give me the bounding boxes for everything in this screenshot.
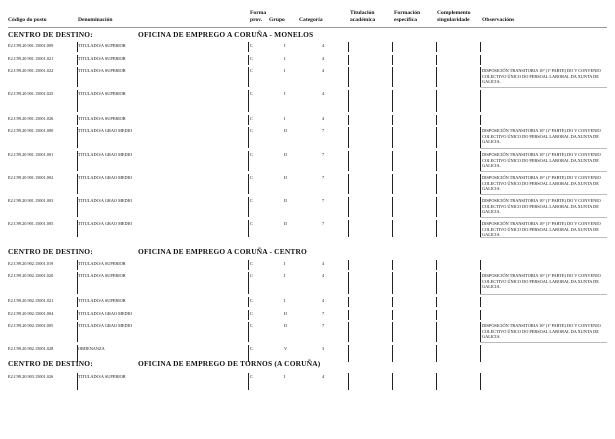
cell-rule	[480, 260, 481, 270]
provision-form: C	[250, 91, 253, 96]
group: I	[284, 273, 286, 278]
observation: DISPOSICIÓN TRANSITORIA 10ª (1ª PARTE) DO V CONVENIO COLECTIVO ÚNICO DO PERSOAL LABORAL DA XUNTA DE GALICIA.	[482, 221, 601, 237]
cell-rule	[392, 55, 393, 65]
category: 4	[322, 116, 325, 121]
cell-rule	[436, 260, 437, 270]
cell-rule	[480, 90, 481, 112]
cell-rule	[392, 322, 393, 342]
denomination: TITULADO/A SUPERIOR	[78, 56, 126, 61]
cell-rule	[436, 55, 437, 65]
cell-rule	[248, 197, 249, 217]
cell-rule	[480, 322, 481, 342]
cell-rule	[248, 115, 249, 125]
post-code: E2.C99.20.901.15001.003	[8, 198, 54, 203]
post-code: E2.C99.20.901.15001.009	[8, 43, 54, 48]
cell-rule	[348, 127, 349, 148]
cell-rule	[77, 310, 78, 320]
category: 7	[322, 221, 325, 226]
cell-rule	[77, 197, 78, 217]
cell-rule	[480, 272, 481, 294]
header-code: Código do posto	[8, 17, 47, 23]
cell-rule	[248, 42, 249, 52]
cell-rule	[77, 174, 78, 194]
category: 7	[322, 311, 325, 316]
cell-rule	[348, 67, 349, 87]
denomination: TITULADO/A SUPERIOR	[78, 68, 126, 73]
cell-rule	[248, 272, 249, 294]
cell-rule	[480, 115, 481, 125]
post-code: E2.C99.20.901.15001.002	[8, 175, 54, 180]
cell-rule	[436, 197, 437, 217]
cell-rule	[348, 42, 349, 52]
category: 7	[322, 175, 325, 180]
category: 4	[322, 91, 325, 96]
observation-rule	[480, 217, 607, 218]
cell-rule	[436, 90, 437, 112]
provision-form: C	[250, 298, 253, 303]
post-code: E2.C99.20.901.15001.025	[8, 91, 54, 96]
cell-rule	[348, 197, 349, 217]
cell-rule	[77, 67, 78, 87]
header-training: Formación específica	[394, 10, 421, 23]
denomination: TITULADO/A GRAO MEDIO	[78, 323, 133, 328]
cell-rule	[392, 90, 393, 112]
cell-rule	[480, 197, 481, 217]
observation-rule	[480, 148, 607, 149]
observation-rule	[480, 194, 607, 195]
cell-rule	[392, 310, 393, 320]
observation: DISPOSICIÓN TRANSITORIA 10ª (1ª PARTE) DO V CONVENIO COLECTIVO ÚNICO DO PERSOAL LABORAL DA XUNTA DE GALICIA.	[482, 273, 601, 289]
post-code: E2.C99.20.901.15001.000	[8, 128, 54, 133]
denomination: TITULADO/A SUPERIOR	[78, 374, 126, 379]
group: I	[284, 56, 286, 61]
cell-rule	[392, 272, 393, 294]
observation-rule	[480, 87, 607, 88]
post-code: E2.C99.20.902.15001.019	[8, 261, 54, 266]
denomination: TITULADO/A GRAO MEDIO	[78, 198, 133, 203]
denomination: TITULADO/A SUPERIOR	[78, 43, 126, 48]
post-code: E2.C99.20.901.15001.005	[8, 221, 54, 226]
observation: DISPOSICIÓN TRANSITORIA 10ª (1ª PARTE) DO V CONVENIO COLECTIVO ÚNICO DO PERSOAL LABORAL DA XUNTA DE GALICIA.	[482, 152, 601, 168]
cell-rule	[436, 310, 437, 320]
cell-rule	[392, 115, 393, 125]
observation: DISPOSICIÓN TRANSITORIA 10ª (1ª PARTE) DO V CONVENIO COLECTIVO ÚNICO DO PERSOAL LABORAL DA XUNTA DE GALICIA.	[482, 198, 601, 214]
cell-rule	[248, 90, 249, 112]
cell-rule	[436, 322, 437, 342]
provision-form: C	[250, 175, 253, 180]
cell-rule	[480, 373, 481, 390]
cell-rule	[248, 151, 249, 171]
observation-rule	[480, 294, 607, 295]
section-heading	[8, 247, 307, 256]
cell-rule	[348, 151, 349, 171]
observation-rule	[480, 237, 607, 238]
cell-rule	[77, 297, 78, 307]
post-code: E2.C99.20.902.15001.005	[8, 323, 54, 328]
provision-form: C	[250, 273, 253, 278]
category: 4	[322, 261, 325, 266]
cell-rule	[77, 127, 78, 148]
cell-rule	[348, 322, 349, 342]
cell-rule	[436, 127, 437, 148]
denomination: TITULADO/A GRAO MEDIO	[78, 152, 133, 157]
post-code: E2.C99.20.901.15001.022	[8, 68, 54, 73]
denomination: TITULADO/A SUPERIOR	[78, 273, 126, 278]
denomination: TITULADO/A GRAO MEDIO	[78, 175, 133, 180]
cell-rule	[392, 42, 393, 52]
category: 4	[322, 43, 325, 48]
provision-form: C	[250, 221, 253, 226]
denomination: TITULADO/A SUPERIOR	[78, 261, 126, 266]
post-code: E2.C99.20.902.15001.028	[8, 346, 54, 351]
section-heading	[8, 359, 321, 368]
post-code: E2.C99.20.902.15001.004	[8, 311, 54, 316]
group: II	[284, 128, 287, 133]
group: I	[284, 68, 286, 73]
cell-rule	[436, 345, 437, 362]
provision-form: C	[250, 198, 253, 203]
header-observations: Observacións	[482, 17, 515, 23]
header-complement: Complemento singularidade	[437, 10, 471, 23]
cell-rule	[436, 272, 437, 294]
cell-rule	[436, 220, 437, 237]
observation: DISPOSICIÓN TRANSITORIA 10ª (1ª PARTE) DO V CONVENIO COLECTIVO ÚNICO DO PERSOAL LABORAL DA XUNTA DE GALICIA.	[482, 323, 601, 339]
header-qualification: Titulación académica	[350, 10, 376, 23]
cell-rule	[77, 260, 78, 270]
cell-rule	[348, 174, 349, 194]
category: 4	[322, 374, 325, 379]
cell-rule	[248, 174, 249, 194]
cell-rule	[480, 310, 481, 320]
group: I	[284, 298, 286, 303]
cell-rule	[392, 67, 393, 87]
cell-rule	[480, 127, 481, 148]
cell-rule	[436, 297, 437, 307]
provision-form: C	[250, 152, 253, 157]
denomination: TITULADO/A GRAO MEDIO	[78, 311, 133, 316]
cell-rule	[77, 151, 78, 171]
cell-rule	[480, 55, 481, 65]
group: I	[284, 91, 286, 96]
provision-form: C	[250, 43, 253, 48]
cell-rule	[436, 42, 437, 52]
category: 7	[322, 323, 325, 328]
cell-rule	[77, 55, 78, 65]
cell-rule	[248, 67, 249, 87]
denomination: TITULADO/A GRAO MEDIO	[78, 128, 133, 133]
category: 7	[322, 198, 325, 203]
provision-form: C	[250, 68, 253, 73]
denomination: TITULADO/A SUPERIOR	[78, 91, 126, 96]
cell-rule	[392, 297, 393, 307]
provision-form: C	[250, 261, 253, 266]
cell-rule	[248, 127, 249, 148]
cell-rule	[248, 260, 249, 270]
cell-rule	[77, 115, 78, 125]
category: 4	[322, 298, 325, 303]
cell-rule	[392, 373, 393, 390]
cell-rule	[348, 260, 349, 270]
section-label: CENTRO DE DESTINO:	[8, 359, 93, 368]
denomination: ORDENANZA	[78, 346, 105, 351]
cell-rule	[248, 55, 249, 65]
post-code: E2.C99.20.901.15001.026	[8, 116, 54, 121]
post-code: E2.C99.20.903.15001.026	[8, 374, 54, 379]
group: I	[284, 374, 286, 379]
observation: DISPOSICIÓN TRANSITORIA 10ª (1ª PARTE) DO V CONVENIO COLECTIVO ÚNICO DO PERSOAL LABORAL DA XUNTA DE GALICIA.	[482, 128, 601, 144]
denomination: TITULADO/A SUPERIOR	[78, 116, 126, 121]
group: II	[284, 152, 287, 157]
observation-rule	[480, 171, 607, 172]
cell-rule	[77, 272, 78, 294]
section-label: CENTRO DE DESTINO:	[8, 247, 93, 256]
cell-rule	[392, 151, 393, 171]
post-code: E2.C99.20.902.15001.020	[8, 273, 54, 278]
cell-rule	[436, 151, 437, 171]
cell-rule	[77, 373, 78, 390]
group: II	[284, 175, 287, 180]
cell-rule	[248, 310, 249, 320]
cell-rule	[77, 90, 78, 112]
cell-rule	[480, 151, 481, 171]
cell-rule	[348, 90, 349, 112]
section-label: CENTRO DE DESTINO:	[8, 30, 93, 39]
provision-form: C	[250, 323, 253, 328]
cell-rule	[348, 115, 349, 125]
group: II	[284, 198, 287, 203]
post-code: E2.C99.20.901.15001.021	[8, 56, 54, 61]
provision-form: C	[250, 346, 253, 351]
cell-rule	[77, 220, 78, 237]
group: V	[284, 346, 288, 351]
cell-rule	[436, 373, 437, 390]
post-code: E2.C99.20.902.15001.021	[8, 298, 54, 303]
section-name: OFICINA DE EMPREGO DE TORNOS (A CORUÑA)	[138, 359, 321, 368]
cell-rule	[348, 373, 349, 390]
cell-rule	[248, 373, 249, 390]
group: II	[284, 323, 287, 328]
group: II	[284, 221, 287, 226]
cell-rule	[480, 297, 481, 307]
category: 7	[322, 152, 325, 157]
cell-rule	[392, 260, 393, 270]
cell-rule	[480, 42, 481, 52]
header-rule	[8, 27, 607, 28]
denomination: TITULADO/A SUPERIOR	[78, 298, 126, 303]
category: 4	[322, 56, 325, 61]
observation: DISPOSICIÓN TRANSITORIA 10ª (1ª PARTE) DO V CONVENIO COLECTIVO ÚNICO DO PERSOAL LABORAL DA XUNTA DE GALICIA.	[482, 68, 601, 84]
header-category: Categoría	[299, 17, 323, 23]
cell-rule	[248, 297, 249, 307]
cell-rule	[392, 197, 393, 217]
cell-rule	[248, 322, 249, 342]
category: 3	[322, 346, 325, 351]
cell-rule	[77, 42, 78, 52]
observation: DISPOSICIÓN TRANSITORIA 10ª (1ª PARTE) DO V CONVENIO COLECTIVO ÚNICO DO PERSOAL LABORAL DA XUNTA DE GALICIA.	[482, 175, 601, 191]
cell-rule	[392, 127, 393, 148]
post-code: E2.C99.20.901.15001.001	[8, 152, 54, 157]
cell-rule	[480, 220, 481, 237]
header-denomination: Denominación	[78, 17, 113, 23]
cell-rule	[392, 174, 393, 194]
cell-rule	[248, 220, 249, 237]
category: 4	[322, 273, 325, 278]
group: I	[284, 43, 286, 48]
provision-form: C	[250, 374, 253, 379]
cell-rule	[348, 272, 349, 294]
cell-rule	[348, 220, 349, 237]
cell-rule	[348, 297, 349, 307]
section-heading	[8, 30, 314, 39]
cell-rule	[392, 345, 393, 362]
cell-rule	[436, 67, 437, 87]
denomination: TITULADO/A GRAO MEDIO	[78, 221, 133, 226]
section-name: OFICINA DE EMPREGO A CORUÑA - CENTRO	[138, 247, 307, 256]
category: 4	[322, 68, 325, 73]
provision-form: C	[250, 116, 253, 121]
category: 7	[322, 128, 325, 133]
provision-form: C	[250, 56, 253, 61]
cell-rule	[392, 220, 393, 237]
group: II	[284, 311, 287, 316]
section-name: OFICINA DE EMPREGO A CORUÑA - MONELOS	[138, 30, 314, 39]
observation-rule	[480, 342, 607, 343]
cell-rule	[348, 55, 349, 65]
cell-rule	[480, 345, 481, 362]
provision-form: C	[250, 311, 253, 316]
header-group: Grupo	[269, 17, 285, 23]
cell-rule	[436, 174, 437, 194]
cell-rule	[348, 345, 349, 362]
cell-rule	[77, 322, 78, 342]
cell-rule	[436, 115, 437, 125]
header-form: Forma prov.	[250, 10, 267, 23]
cell-rule	[348, 310, 349, 320]
group: I	[284, 116, 286, 121]
cell-rule	[480, 67, 481, 87]
cell-rule	[480, 174, 481, 194]
provision-form: C	[250, 128, 253, 133]
group: I	[284, 261, 286, 266]
